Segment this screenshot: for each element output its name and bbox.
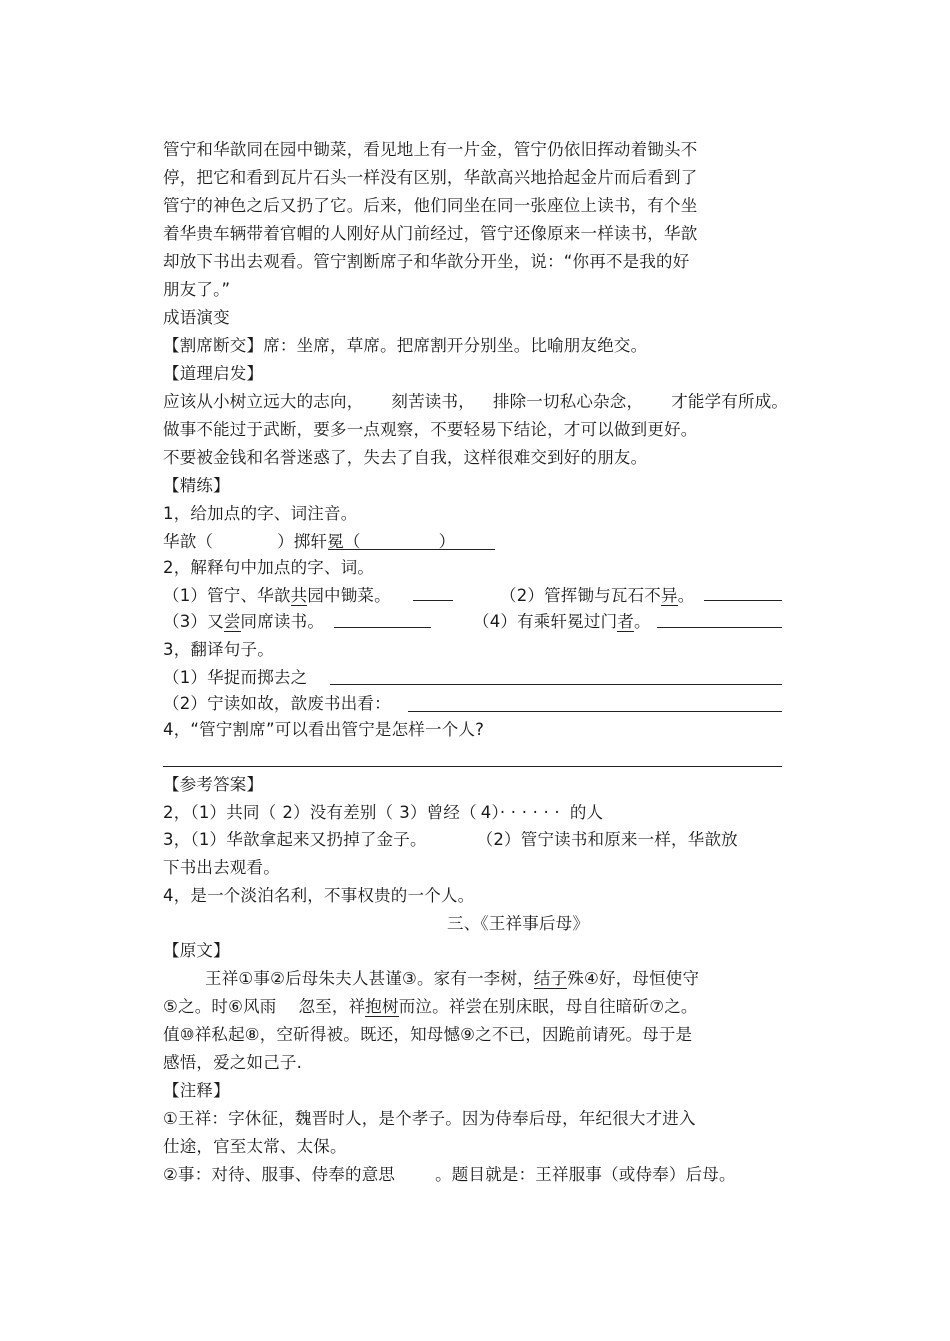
story-line: 朋友了。” <box>163 280 231 299</box>
answer-blank <box>704 600 782 601</box>
answer-2: 2，（1）共同（ 2）没有差别（ 3）曾经（ 4）· · · · · · 的人 <box>163 803 604 822</box>
lesson-heading: 【道理启发】 <box>163 364 264 383</box>
question-3-2: （2）宁读如故，歆废书出看： <box>163 694 391 713</box>
question-3-1: （1）华捉而掷去之 <box>163 668 308 687</box>
story-line: 着华贵车辆带着官帽的人刚好从门前经过，管宁还像原来一样读书，华歆 <box>163 224 698 243</box>
question-2: 2，解释句中加点的字、词。 <box>163 558 375 577</box>
original-line-2: ⑤之。时⑥风雨 忽至，祥抱树而泣。祥尝在别床眠，母自往暗斫⑦之。 <box>163 997 698 1016</box>
question-1: 1，给加点的字、词注音。 <box>163 504 358 523</box>
section-title: 三、《王祥事后母》 <box>447 914 590 933</box>
lesson-line-1: 应该从小树立远大的志向， 刻苦读书， 排除一切私心杂念， 才能学有所成。 <box>163 392 789 411</box>
note-2: ②事：对待、服事、侍奉的意思 。题目就是：王祥服事（或侍奉）后母。 <box>163 1165 736 1184</box>
story-line: 却放下书出去观看。管宁割断席子和华歆分开坐，说：“你再不是我的好 <box>163 252 690 271</box>
original-line-1: 王祥①事②后母朱夫人甚谨③。家有一李树，结子殊④好，母恒使守 <box>205 969 700 988</box>
idiom-heading: 成语演变 <box>163 308 230 327</box>
answer-line <box>163 766 782 767</box>
answer-blank <box>413 600 453 601</box>
pinyin-underline <box>328 549 495 550</box>
story-line: 管宁的神色之后又扔了它。后来，他们同坐在同一张座位上读书，有个坐 <box>163 196 698 215</box>
lesson-line-2: 做事不能过于武断，要多一点观察，不要轻易下结论，才可以做到更好。 <box>163 420 698 439</box>
note-1-cont: 仕途，官至太常、太保。 <box>163 1137 347 1156</box>
question-1-blanks: 华歆（ ）掷轩冕（ ） <box>163 532 456 551</box>
question-3: 3，翻译句子。 <box>163 640 274 659</box>
answer-line <box>408 711 782 712</box>
story-line: 管宁和华歆同在园中锄菜，看见地上有一片金，管宁仍依旧挥动着锄头不 <box>163 140 698 159</box>
question-2-2: （2）管挥锄与瓦石不异。 <box>500 586 695 605</box>
notes-heading: 【注释】 <box>163 1081 230 1100</box>
idiom-entry: 【割席断交】席：坐席，草席。把席割开分别坐。比喻朋友绝交。 <box>163 336 648 355</box>
practice-heading: 【精练】 <box>163 476 230 495</box>
question-2-3: （3）又尝同席读书。 <box>163 612 325 631</box>
answers-heading: 【参考答案】 <box>163 775 264 794</box>
story-line: 停，把它和看到瓦片石头一样没有区别，华歆高兴地拾起金片而后看到了 <box>163 168 698 187</box>
note-1: ①王祥：字休征，魏晋时人，是个孝子。因为侍奉后母，年纪很大才进入 <box>163 1109 696 1128</box>
original-line-3: 值⑩祥私起⑧，空斫得被。既还，知母憾⑨之不已，因跪前请死。母于是 <box>163 1025 693 1044</box>
lesson-line-3: 不要被金钱和名誉迷惑了，失去了自我，这样很难交到好的朋友。 <box>163 448 648 467</box>
question-2-4: （4）有乘轩冕过门者。 <box>473 612 651 631</box>
answer-blank <box>657 627 782 628</box>
original-line-4: 感悟，爱之如己子. <box>163 1053 303 1072</box>
answer-blank <box>334 627 431 628</box>
answer-4: 4，是一个淡泊名利，不事权贵的一个人。 <box>163 886 475 905</box>
answer-3: 3，（1）华歆拿起来又扔掉了金子。 （2）管宁读书和原来一样，华歆放 <box>163 830 738 849</box>
question-2-1: （1）管宁、华歆共园中锄菜。 <box>163 586 391 605</box>
answer-line <box>330 684 782 685</box>
question-4: 4，“管宁割席”可以看出管宁是怎样一个人? <box>163 720 485 739</box>
original-heading: 【原文】 <box>163 941 230 960</box>
answer-3-cont: 下书出去观看。 <box>163 858 280 877</box>
